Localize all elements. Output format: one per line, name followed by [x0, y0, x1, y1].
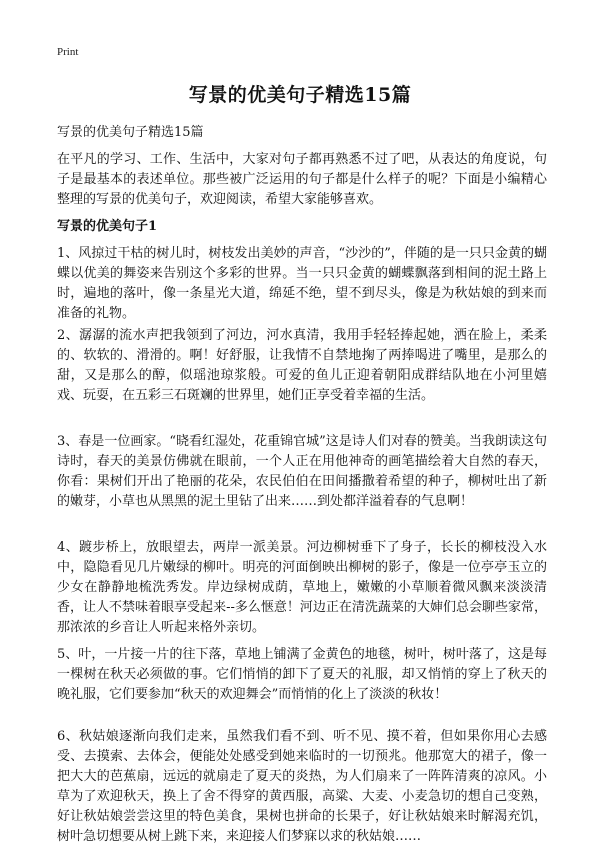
paragraph-5: 5、叶，一片接一片的往下落，草地上铺满了金黄色的地毯，树叶，树叶落了，这是每一棵树在秋天必须做的事。它们悄悄的卸下了夏天的礼服，却又悄悄的穿上了秋天的晚礼服，它们要参加“秋天的欢迎舞会”而悄悄的化上了淡淡的秋妆！ [57, 647, 547, 702]
print-label: Print [57, 46, 79, 58]
document-subtitle: 写景的优美句子精选15篇 [57, 125, 204, 140]
intro-paragraph: 在平凡的学习、工作、生活中，大家对句子都再熟悉不过了吧，从表达的角度说，句子是最基本的表述单位。那些被广泛运用的句子都是什么样子的呢？下面是小编精心整理的写景的优美句子，欢迎阅读，希望大家能够喜欢。 [57, 152, 547, 207]
paragraph-4: 4、踱步桥上，放眼望去，两岸一派美景。河边柳树垂下了身子，长长的柳枝没入水中，隐隐看见几片嫩绿的柳叶。明亮的河面倒映出柳树的影子，像是一位亭亭玉立的少女在静静地梳洗秀发。岸边绿树成荫，草地上，嫩嫩的小草顺着微风飘来淡淡清香，让人不禁味着眼享受起来--多么惬意！河边正在清洗蔬菜的大婶们总会聊些家常，那浓浓的乡音让人听起来格外亲切。 [57, 540, 547, 635]
document-title: 写景的优美句子精选15篇 [188, 84, 412, 106]
paragraph-1: 1、风掠过干枯的树儿时，树枝发出美妙的声音，“沙沙的”，伴随的是一只只金黄的蝴蝶以优美的舞姿来告别这个多彩的世界。当一只只金黄的蝴蝶飘落到相间的泥土路上时，遍地的落叶，像一条星光大道，绵延不绝，望不到尽头，像是为秋姑娘的到来而准备的礼物。 [57, 246, 547, 321]
section-heading: 写景的优美句子1 [57, 219, 158, 234]
paragraph-6: 6、秋姑娘逐渐向我们走来，虽然我们看不到、听不见、摸不着，但如果你用心去感受、去摸索、去体会，便能处处感受到她来临时的一切预兆。他那宽大的裙子，像一把大大的芭蕉扇，远远的就扇走了夏天的炎热，为人们扇来了一阵阵清爽的凉风。小草为了欢迎秋天，换上了舍不得穿的黄西服，高粱、大麦、小麦急切的想自己变熟，好让秋姑娘尝尝这里的特色美食，果树也拼命的长果子，好让秋姑娘来时解渴充饥，树叶急切想要从树上跳下来，来迎接人们梦寐以求的秋姑娘…… [57, 729, 547, 844]
paragraph-2: 2、潺潺的流水声把我领到了河边，河水真清，我用手轻轻捧起她，洒在脸上，柔柔的、软软的、滑滑的。啊！好舒服，让我情不自禁地掬了两捧喝进了嘴里，是那么的甜，又是那么的醇，似瑶池琼浆般。可爱的鱼儿正迎着朝阳成群结队地在小河里嬉戏、玩耍，在五彩三石斑斓的世界里，她们正享受着幸福的生活。 [57, 328, 547, 403]
paragraph-3: 3、春是一位画家。“晓看红湿处，花重锦官城”这是诗人们对春的赞美。当我朗读这句诗时，春天的美景仿佛就在眼前，一个人正在用他神奇的画笔描绘着大自然的春天，你看：果树们开出了艳丽的花朵，农民伯伯在田间播撒着希望的种子，柳树吐出了新的嫩芽，小草也从黑黑的泥土里钻了出来……到处都洋溢着春的气息啊！ [57, 434, 547, 509]
